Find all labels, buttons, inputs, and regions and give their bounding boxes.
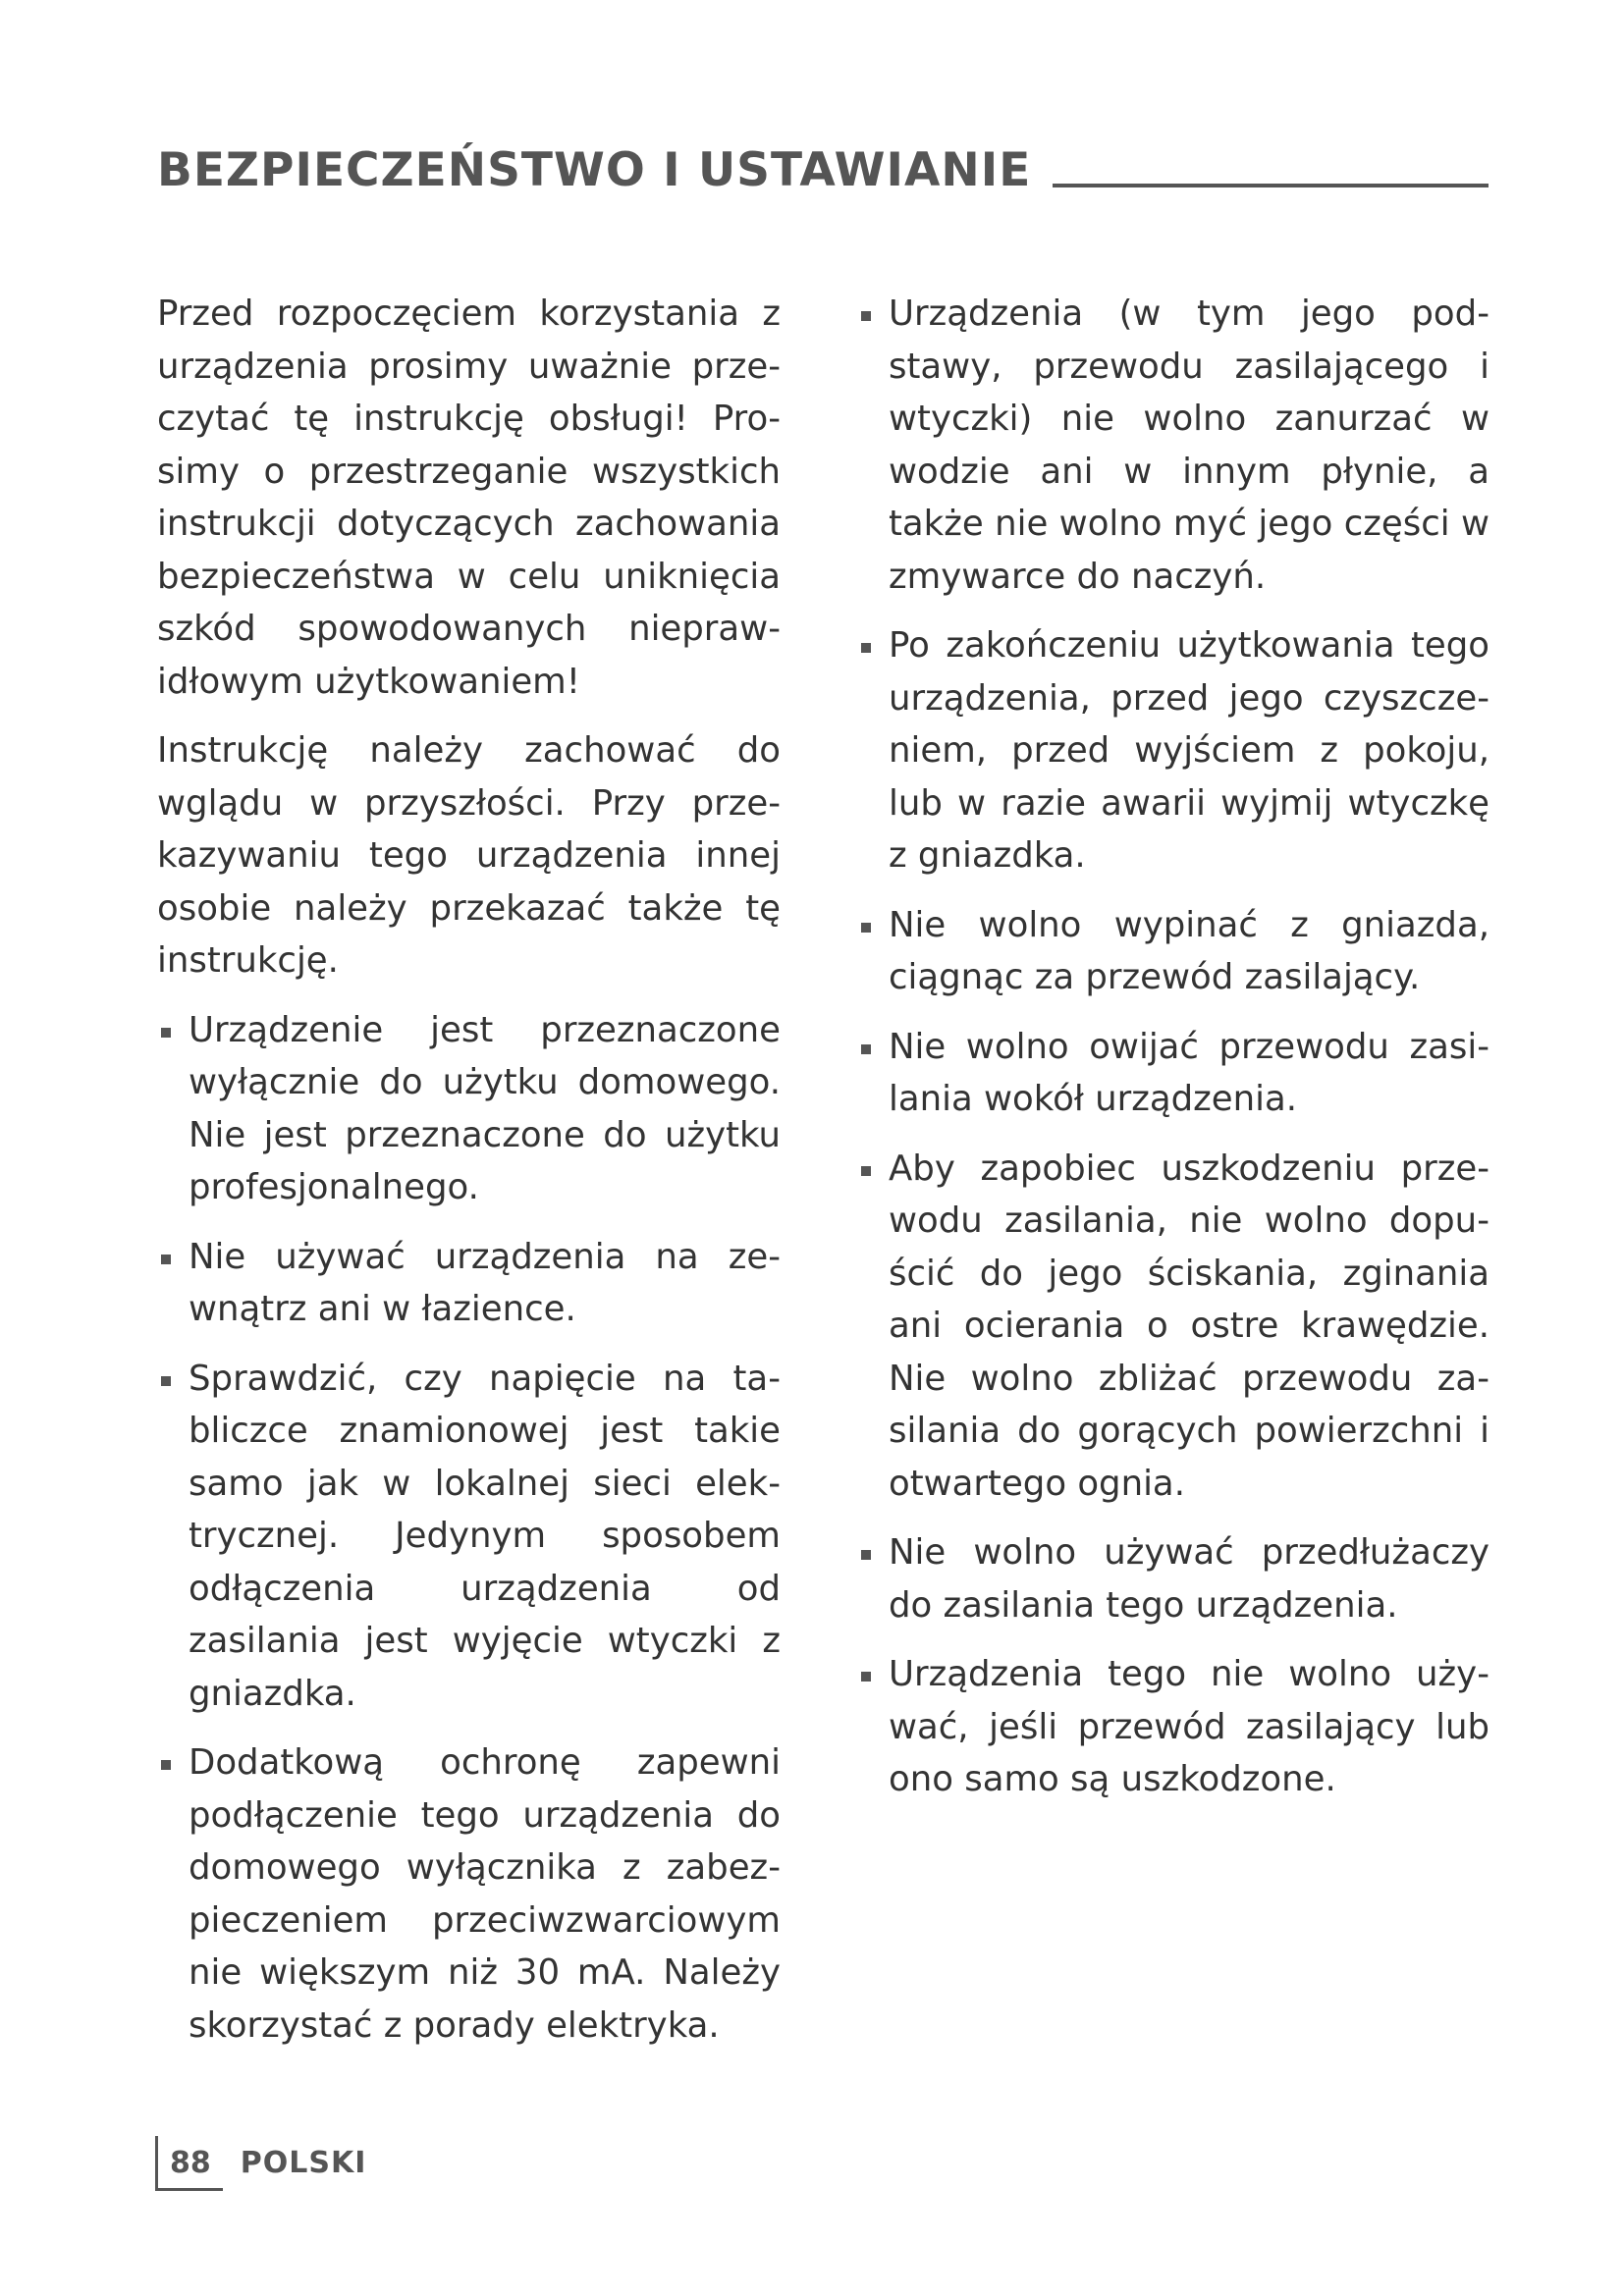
list-item-text: Aby zapobiec uszkodzeniu przewodu zasilania, nie wolno dopuścić do jego ściskania, zginania ani ocierania o ostre krawędzie. Nie wolno zbliżać przewodu zasilania do gorących powierzchni i otwartego ognia. <box>889 1148 1489 1504</box>
bullet-square-icon <box>861 1550 871 1560</box>
intro-paragraph: Przed rozpoczęciem korzystania z urządzenia prosimy uważnie przeczytać tę instrukcję obsługi! Prosimy o przestrzeganie wszystkich instrukcji dotyczących zachowania bezpieczeństwa w celu uniknięcia szkód spowodowanych nieprawidłowym użytkowaniem! <box>157 294 781 702</box>
list-item <box>157 1353 781 1721</box>
list-item <box>857 1021 1489 1126</box>
bullet-square-icon <box>161 1376 171 1386</box>
bullet-square-icon <box>861 923 871 933</box>
list-item-text: Nie używać urządzenia na zewnątrz ani w łazience. <box>189 1236 781 1329</box>
page-number: 88 <box>155 2136 223 2191</box>
bullet-square-icon <box>161 1760 171 1770</box>
list-item-text: Nie wolno używać przedłużaczy do zasilania tego urządzenia. <box>889 1532 1489 1626</box>
bullet-square-icon <box>861 1044 871 1054</box>
bullet-square-icon <box>861 1166 871 1176</box>
list-item <box>157 1736 781 2052</box>
list-item-text: Nie wolno owijać przewodu zasilania wokół urządzenia. <box>889 1026 1489 1119</box>
list-item <box>857 1526 1489 1631</box>
list-item-text: Po zakończeniu użytkowania tego urządzenia, przed jego czyszczeniem, przed wyjściem z pokoju, lub w razie awarii wyjmij wtyczkę z gniazdka. <box>889 625 1489 876</box>
title-rule <box>1053 184 1489 187</box>
list-item-text: Urządzenie jest przeznaczone wyłącznie do użytku domowego. Nie jest przeznaczone do użytku profesjonalnego. <box>189 1009 781 1207</box>
language-label: POLSKI <box>240 2146 367 2180</box>
left-safety-list <box>157 1004 781 2053</box>
bullet-square-icon <box>161 1255 171 1264</box>
list-item <box>857 1648 1489 1806</box>
page-footer <box>155 2135 366 2191</box>
list-item <box>157 1004 781 1214</box>
right-column <box>857 288 1489 1823</box>
list-item-text: Nie wolno wypinać z gniazda, ciągnąc za przewód zasilający. <box>889 904 1489 997</box>
list-item-text: Dodatkową ochronę zapewni podłączenie tego urządzenia do domowego wyłącznika z zabezpieczeniem przeciwzwarciowym nie większym niż 30 mA. Należy skorzystać z porady elektryka. <box>189 1742 781 2046</box>
left-column <box>157 288 781 2068</box>
page-title-text: BEZPIECZEŃSTWO I USTAWIANIE <box>157 143 1032 197</box>
list-item-text: Urządzenia tego nie wolno używać, jeśli przewód zasilający lub ono samo są uszkodzone. <box>889 1654 1489 1799</box>
bullet-square-icon <box>861 1672 871 1682</box>
list-item <box>157 1231 781 1336</box>
list-item <box>857 619 1489 882</box>
keep-manual-paragraph: Instrukcję należy zachować do wglądu w przyszłości. Przy przekazywaniu tego urządzenia innej osobie należy przekazać także tę instrukcję. <box>157 730 781 981</box>
list-item-text: Urządzenia (w tym jego podstawy, przewodu zasilającego i wtyczki) nie wolno zanurzać w wodzie ani w innym płynie, a także nie wolno myć jego części w zmywarce do naczyń. <box>889 294 1489 597</box>
bullet-square-icon <box>161 1028 171 1038</box>
page-title <box>157 143 1489 197</box>
bullet-square-icon <box>861 643 871 653</box>
list-item <box>857 1143 1489 1511</box>
bullet-square-icon <box>861 311 871 321</box>
list-item <box>857 899 1489 1004</box>
list-item-text: Sprawdzić, czy napięcie na tabliczce znamionowej jest takie samo jak w lokalnej sieci elektrycznej. Jedynym sposobem odłączenia urządzenia od zasilania jest wyjęcie wtyczki z gniazdka. <box>189 1358 781 1714</box>
list-item <box>857 288 1489 603</box>
right-safety-list <box>857 288 1489 1806</box>
